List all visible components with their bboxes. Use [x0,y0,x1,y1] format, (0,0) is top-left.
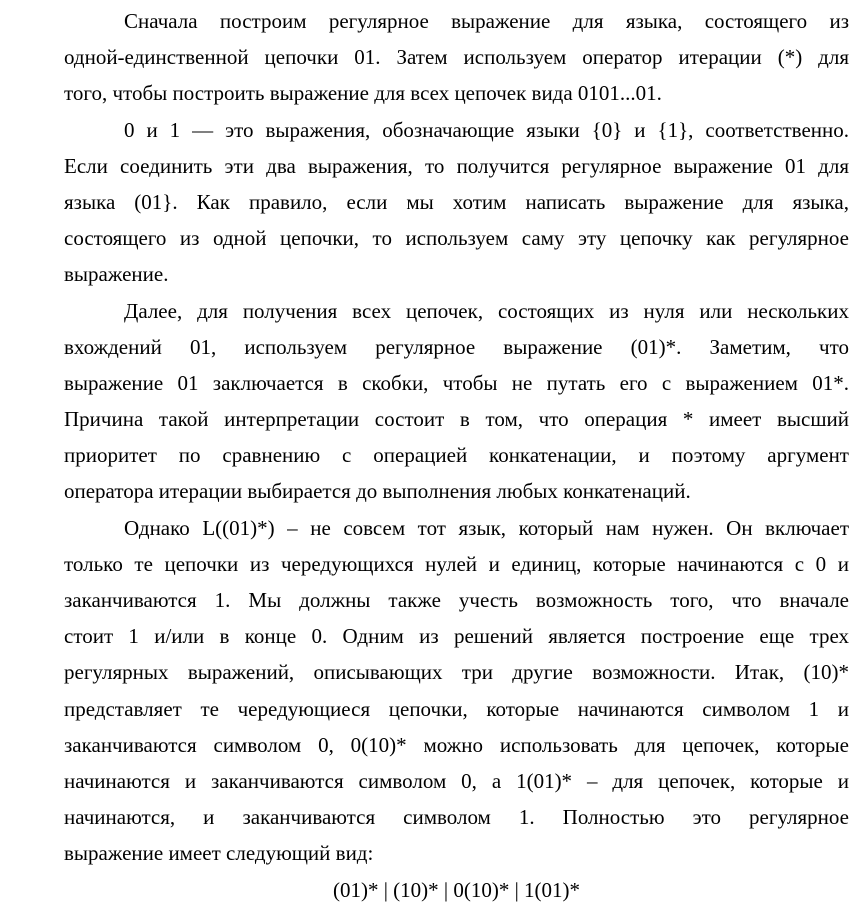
text-line: Если соединить эти два выражения, то получится регулярное выражение 01 для [64,153,849,178]
text-line: стоит 1 и/или в конце 0. Одним из решений является построение еще трех [64,624,849,649]
text-line: выражение имеет следующий вид: [64,841,374,866]
text-line: приоритет по сравнению с операцией конкатенации, и поэтому аргумент [64,443,849,468]
text-line: заканчиваются символом 0, 0(10)* можно использовать для цепочек, которые [64,732,849,757]
text-line: выражение 01 заключается в скобки, чтобы не путать его с выражением 01*. [64,370,849,395]
paragraph-3 [64,293,849,510]
text-line: 0 и 1 — это выражения, обозначающие языки {0} и {1}, соответственно. [124,117,849,142]
text-line: языка (01}. Как правило, если мы хотим написать выражение для языка, [64,189,849,214]
paragraph-1 [64,3,849,112]
regex-formula: (01)* | (10)* | 0(10)* | 1(01)* [332,877,581,902]
paragraph-4 [64,510,849,872]
text-line: представляет те чередующиеся цепочки, которые начинаются символом 1 и [64,696,849,721]
text-line: начинаются, и заканчиваются символом 1. Полностью это регулярное [64,805,849,830]
text-line: Однако L((01)*) – не совсем тот язык, который нам нужен. Он включает [124,515,849,540]
text-line: состоящего из одной цепочки, то используем саму эту цепочку как регулярное [64,226,849,251]
text-line: регулярных выражений, описывающих три другие возможности. Итак, (10)* [64,660,849,685]
text-line: одной-единственной цепочки 01. Затем используем оператор итерации (*) для [64,45,849,70]
text-line: начинаются и заканчиваются символом 0, а 1(01)* – для цепочек, которые и [64,768,849,793]
text-line: Далее, для получения всех цепочек, состоящих из нуля или нескольких [124,298,849,323]
text-line: Сначала построим регулярное выражение для языка, состоящего из [124,9,849,33]
paragraph-2 [64,112,849,293]
text-line: только те цепочки из чередующихся нулей и единиц, которые начинаются с 0 и [64,551,849,576]
text-line: того, чтобы построить выражение для всех цепочек вида 0101...01. [64,81,662,106]
text-line: вхождений 01, используем регулярное выражение (01)*. Заметим, что [64,334,849,359]
text-line: Причина такой интерпретации состоит в том, что операция * имеет высший [64,407,849,432]
text-line: заканчиваются 1. Мы должны также учесть возможность того, что вначале [64,588,849,612]
text-line: выражение. [64,262,169,287]
text-line: оператора итерации выбирается до выполнения любых конкатенаций. [64,479,691,504]
